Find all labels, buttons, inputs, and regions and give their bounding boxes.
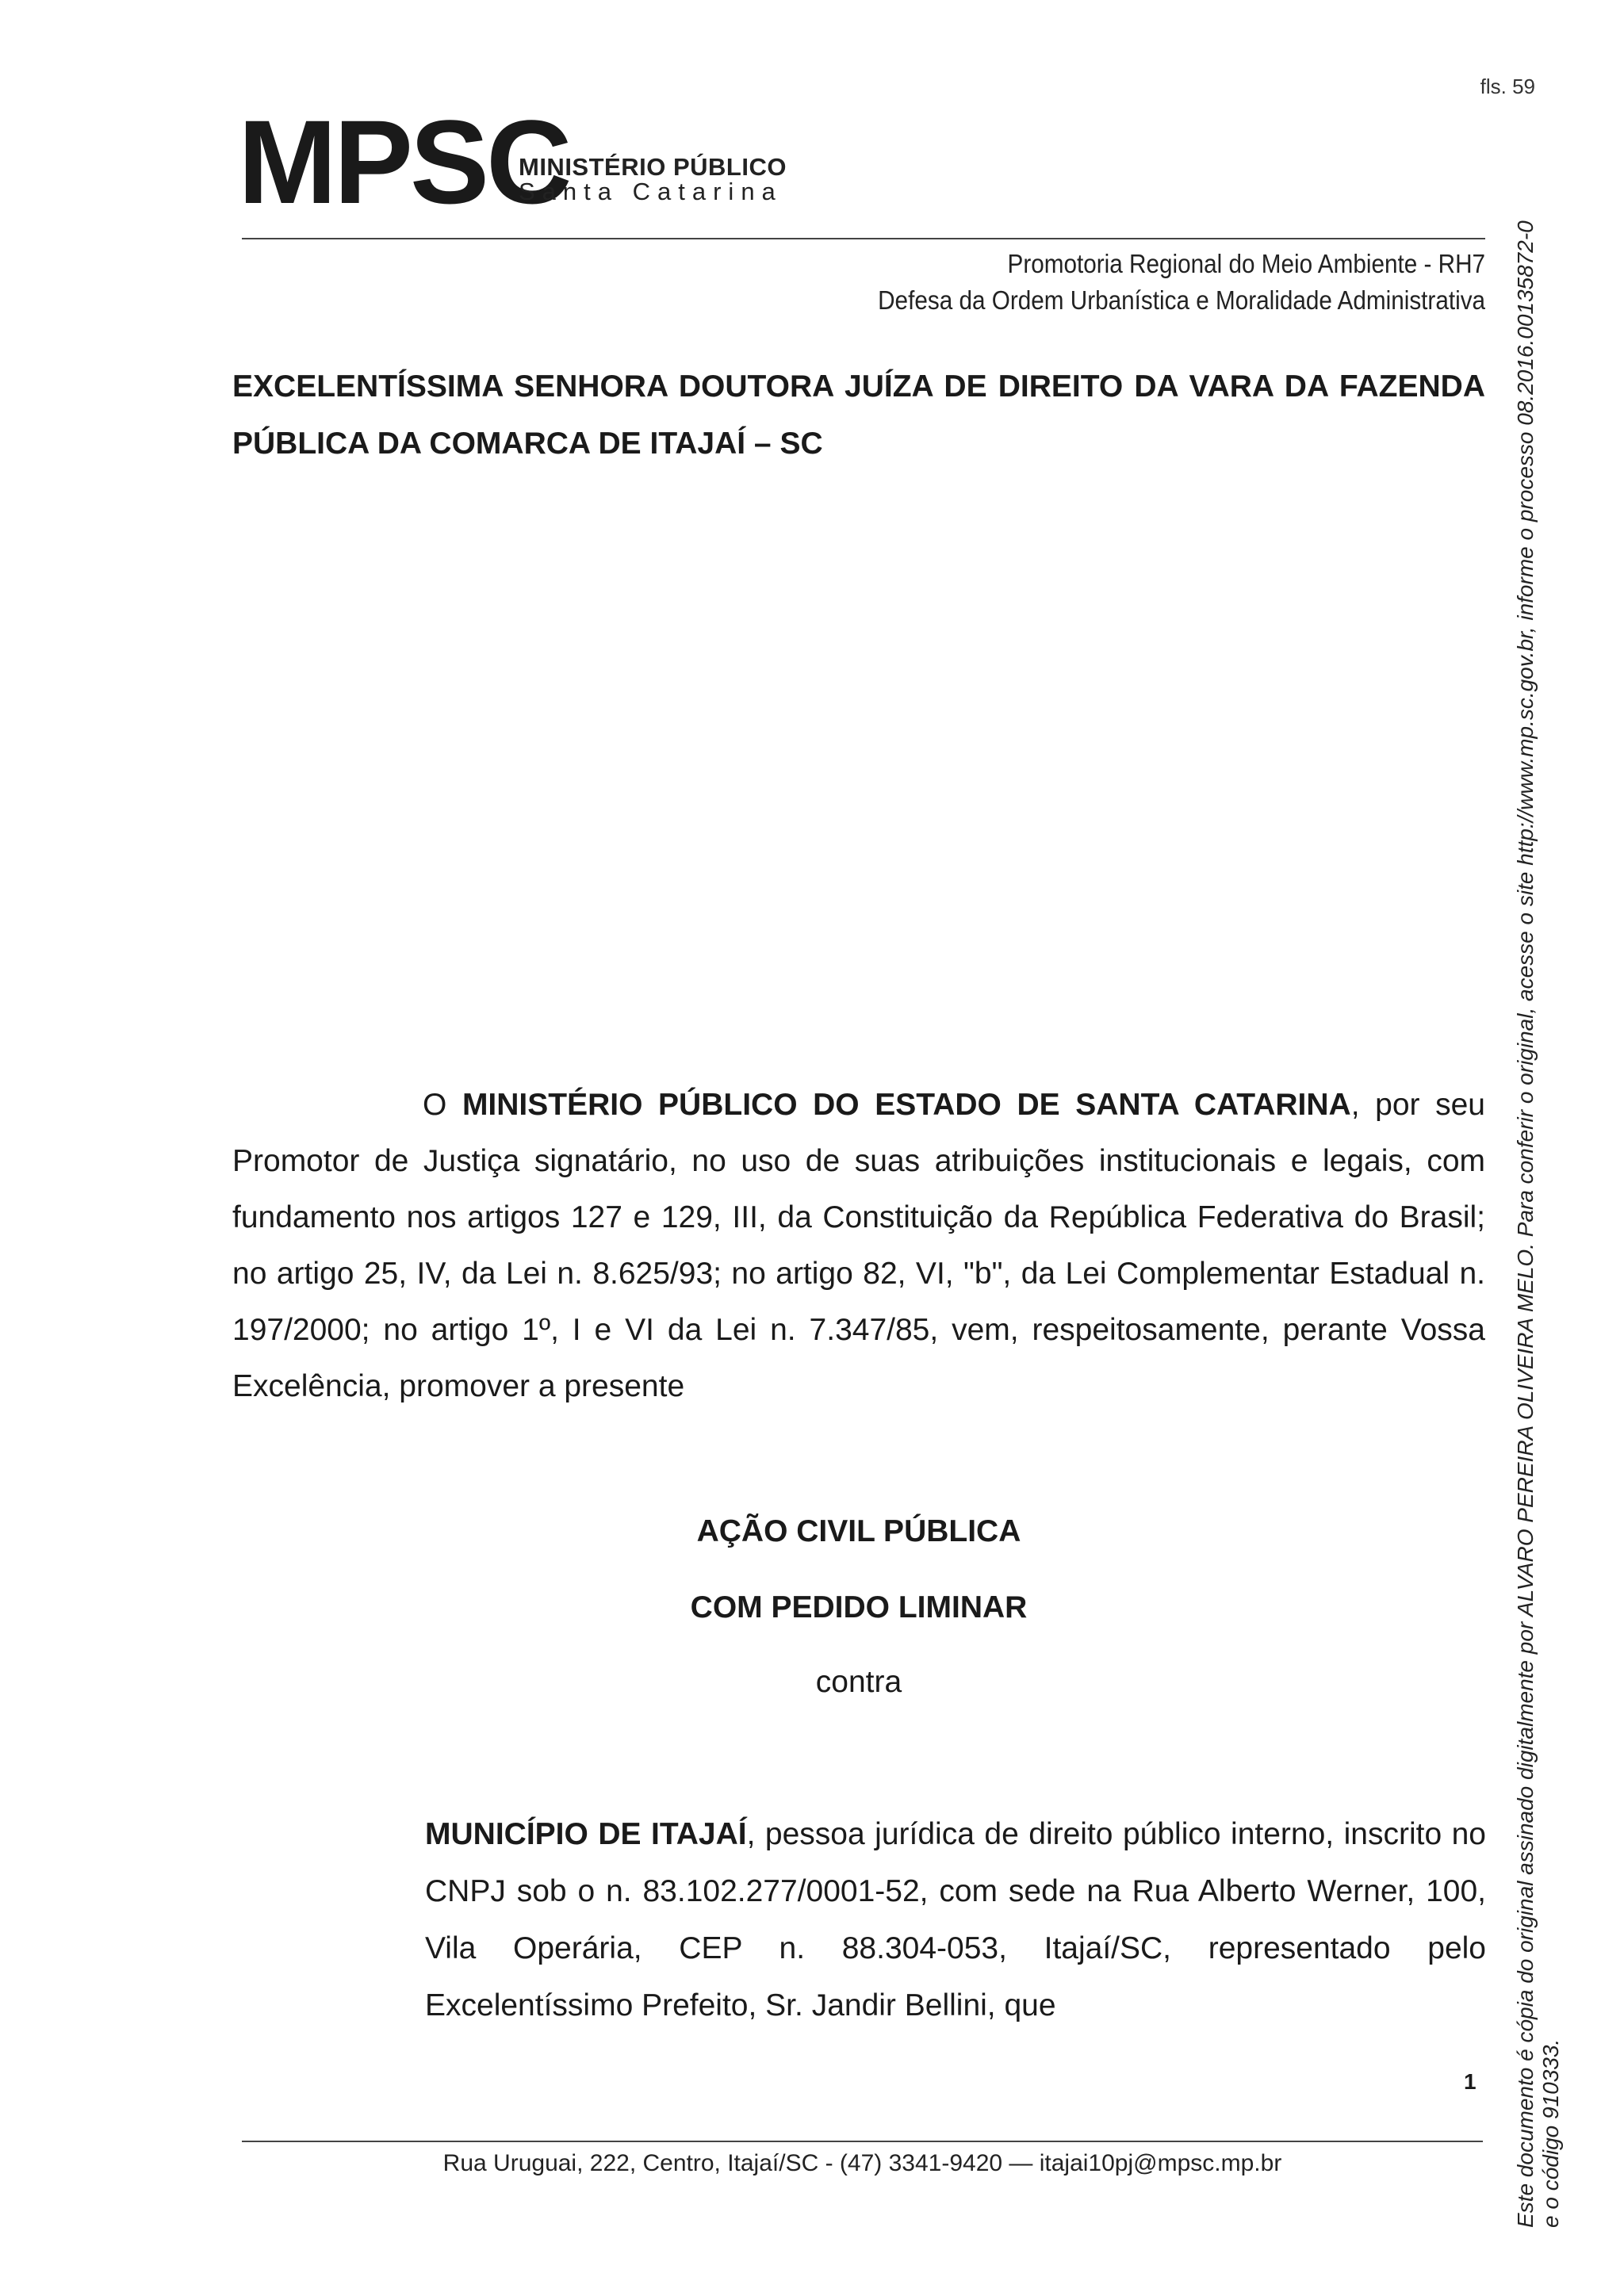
svg-text:MPSC: MPSC [238,95,569,228]
office-name: Promotoria Regional do Meio Ambiente - RH7 [1007,249,1485,278]
addressee: EXCELENTÍSSIMA SENHORA DOUTORA JUÍZA DE DIREITO DA VARA DA FAZENDA PÚBLICA DA COMARCA DE ITAJAÍ – SC [232,369,1485,461]
page-number: 1 [1464,2069,1477,2094]
footer-address: Rua Uruguai, 222, Centro, Itajaí/SC - (47) 3341-9420 — itajai10pj@mpsc.mp.br [442,2150,1282,2176]
office-header [878,246,1485,319]
signature-note-line1: Este documento é cópia do original assinado digitalmente por ALVARO PEREIRA OLIVEIRA MELO. Para conferir o original, acesse o site http://www.mp.sc.gov.br, informe o processo 08.2016.00135872-0 [1513,220,1538,2228]
header-divider [242,238,1485,239]
action-title: AÇÃO CIVIL PÚBLICA [696,1514,1021,1548]
contra-label: contra [815,1665,902,1699]
intro-paragraph: O MINISTÉRIO PÚBLICO DO ESTADO DE SANTA CATARINA, por seu Promotor de Justiça signatário, no uso de suas atribuições institucionais e legais, com fundamento nos artigos 127 e 129, III, da Constituição da República Federativa do Brasil; no artigo 25, IV, da Lei n. 8.625/93; no artigo 82, VI, "b", da Lei Complementar Estadual n. 197/2000; no artigo 1º, I e VI da Lei n. 7.347/85, vem, respeitosamente, perante Vossa Excelência, promover a presente [232,1088,1485,1403]
defendant-name: MUNICÍPIO DE ITAJAÍ [425,1817,747,1851]
signature-note-line2: e o código 910333. [1538,2038,1563,2228]
action-subtitle: COM PEDIDO LIMINAR [690,1590,1028,1624]
plaintiff-name: MINISTÉRIO PÚBLICO DO ESTADO DE SANTA CATARINA [462,1088,1351,1122]
logo-subtitle: Santa Catarina [519,178,783,205]
mpsc-logo [238,95,841,228]
defendant-paragraph: MUNICÍPIO DE ITAJAÍ, pessoa jurídica de direito público interno, inscrito no CNPJ sob o n. 83.102.277/0001-52, com sede na Rua Alberto Werner, 100, Vila Operária, CEP n. 88.304-053, Itajaí/SC, representado pelo Excelentíssimo Prefeito, Sr. Jandir Bellini, que [425,1817,1486,2022]
mpsc-logo-mark-icon [238,95,569,228]
footer-divider [242,2141,1483,2142]
digital-signature-note [1513,198,1564,2228]
page-folio-label: fls. 59 [1480,75,1535,98]
logo-title: MINISTÉRIO PÚBLICO [519,153,787,181]
office-area: Defesa da Ordem Urbanística e Moralidade Administrativa [878,285,1485,315]
